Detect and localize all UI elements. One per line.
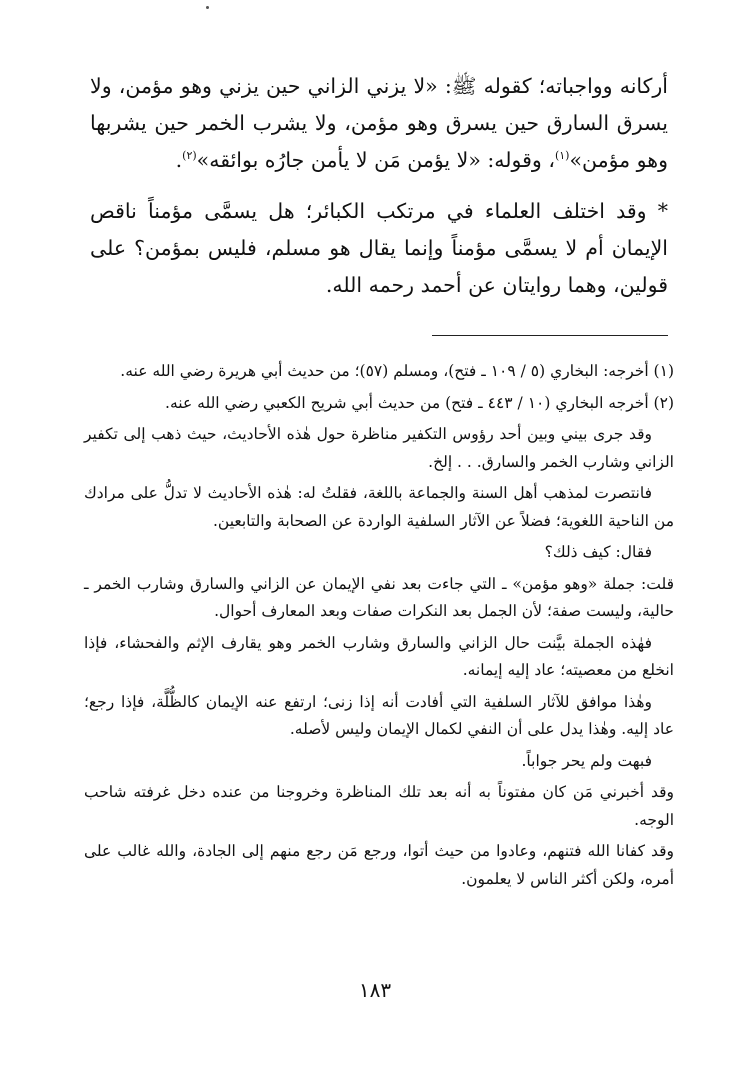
main-paragraph-1	[90, 68, 668, 179]
main-body-text	[90, 68, 668, 304]
footnote-marker-1: (١)	[554, 149, 570, 163]
footnote-comment-4: قلت: جملة «وهو مؤمن» ـ التي جاءت بعد نفي الإيمان عن الزاني والسارق وشارب الخمر ـ حالية، وليست صفة؛ لأن الجمل بعد النكرات صفات وبعد المعارف أحوال.	[84, 574, 674, 620]
page-number: ١٨٣	[358, 978, 392, 1002]
footnote-marker-2: (٢)	[182, 149, 197, 163]
hadith-quote-1: أركانه وواجباته؛ كقوله ﷺ: «لا يزني الزاني حين يزني وهو مؤمن، ولا يسرق السارق حين يسرق وهو مؤمن، ولا يشرب الخمر حين يشربها وهو مؤمن»	[90, 74, 668, 172]
footnote-1: (١) أخرجه: البخاري (٥ / ١٠٩ ـ فتح)، ومسلم (٥٧)؛ من حديث أبي هريرة رضي الله عنه.	[120, 362, 674, 380]
paragraph-end: .	[175, 148, 183, 172]
footnote-comment-6: وهٰذا موافق للآثار السلفية التي أفادت أنه إذا زنى؛ ارتفع عنه الإيمان كالظُّلَّة، فإذا رجع؛ عاد إليه. وهٰذا يدل على أن النفي لكمال الإيمان وليس لأصله.	[84, 692, 674, 738]
footnote-comment-2: فانتصرت لمذهب أهل السنة والجماعة باللغة، فقلتُ له: هٰذه الأحاديث لا تدلُّ على مرادك من الناحية اللغوية؛ فضلاً عن الآثار السلفية الواردة عن الصحابة والتابعين.	[84, 484, 674, 530]
footnote-comment-9: وقد كفانا الله فتنهم، وعادوا من حيث أتوا، ورجع مَن رجع منهم إلى الجادة، والله غالب على أمره، ولكن أكثر الناس لا يعلمون.	[84, 842, 674, 888]
footnote-comment-1: وقد جرى بيني وبين أحد رؤوس التكفير مناظرة حول هٰذه الأحاديث، حيث ذهب إلى تكفير الزاني وشارب الخمر والسارق. . . إلخ.	[84, 425, 674, 471]
main-paragraph-2: * وقد اختلف العلماء في مرتكب الكبائر؛ هل يسمَّى مؤمناً ناقص الإيمان أم لا يسمَّى مؤمناً وإنما يقال هو مسلم، فليس بمؤمن؟ على قولين، وهما روايتان عن أحمد رحمه الله.	[90, 199, 668, 297]
hadith-quote-2: ، وقوله: «لا يؤمن مَن لا يأمن جارُه بوائقه»	[196, 148, 555, 172]
footnotes-section	[84, 358, 674, 897]
footnote-separator	[432, 335, 668, 336]
footnote-comment-8: وقد أخبرني مَن كان مفتوناً به أنه بعد تلك المناظرة وخروجنا من عنده دخل غرفته شاحب الوجه.	[84, 783, 674, 829]
footnote-comment-3: فقال: كيف ذلك؟	[544, 543, 652, 561]
footnote-2: (٢) أخرجه البخاري (١٠ / ٤٤٣ ـ فتح) من حديث أبي شريح الكعبي رضي الله عنه.	[165, 393, 674, 412]
footnote-comment-7: فبهت ولم يحر جواباً.	[521, 751, 652, 770]
footnote-comment-5: فهٰذه الجملة بيَّنت حال الزاني والسارق وشارب الخمر وهو يقارف الإثم والفحشاء، فإذا انخلع من معصيته؛ عاد إليه إيمانه.	[84, 633, 674, 679]
scan-dot	[206, 6, 209, 9]
